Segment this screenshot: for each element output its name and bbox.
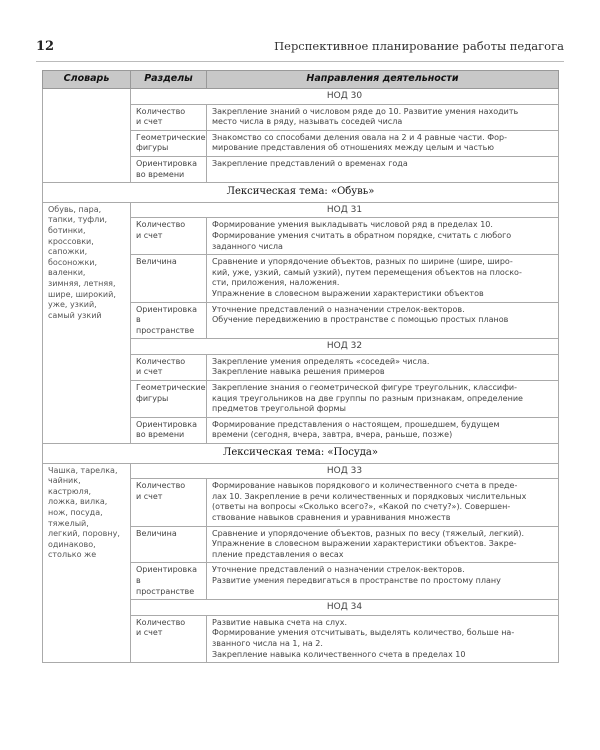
activity-cell <box>207 417 559 443</box>
activity-line: Развитие умения передвигаться в пространстве по простому плану <box>212 575 501 585</box>
activity-line: предметов треугольной формы <box>212 404 346 414</box>
activity-line: Закрепление навыка количественного счета в пределах 10 <box>212 649 466 659</box>
section-line: Величина <box>136 257 177 267</box>
running-title: Перспективное планирование работы педагога <box>274 39 564 53</box>
activity-line: Закрепление знания о геометрической фигуре треугольник, классифи- <box>212 383 518 393</box>
activity-line: кий, уже, узкий, самый узкий), путем перемещения объектов на плоско- <box>212 267 522 277</box>
activity-line: Формирование умения выкладывать числовой ряд в пределах 10. <box>212 220 493 230</box>
section-line: во времени <box>136 169 185 179</box>
table-row <box>43 444 559 464</box>
vocab-line: тапки, туфли, <box>48 215 107 225</box>
vocab-line: самый узкий <box>48 310 102 320</box>
activity-line: Сравнение и упорядочение объектов, разных по ширине (шире, широ- <box>212 257 513 267</box>
section-cell <box>131 479 207 526</box>
activity-line: Сравнение и упорядочение объектов, разных по весу (тяжелый, легкий). <box>212 528 524 538</box>
table-row <box>43 183 559 203</box>
activity-cell <box>207 302 559 339</box>
section-line: Ориентировка <box>136 565 198 575</box>
page-number: 12 <box>36 39 55 54</box>
nod-title: НОД 32 <box>131 339 559 355</box>
table-row <box>43 89 559 105</box>
activity-cell <box>207 479 559 526</box>
activity-cell <box>207 156 559 182</box>
section-line: Ориентировка <box>136 158 198 168</box>
activity-line: Формирование навыков порядкового и количественного счета в преде- <box>212 481 518 491</box>
column-header-vocabulary: Словарь <box>43 71 131 89</box>
section-cell <box>131 563 207 600</box>
section-cell <box>131 130 207 156</box>
vocab-line: босоножки, <box>48 257 98 267</box>
section-line: Ориентировка <box>136 304 198 314</box>
planning-table-container <box>42 70 558 663</box>
section-line: Количество <box>136 481 186 491</box>
activity-line: сти, приложения, наложения. <box>212 278 340 288</box>
column-header-activities: Направления деятельности <box>207 71 559 89</box>
vocab-line: уже, узкий, <box>48 300 97 310</box>
activity-cell <box>207 218 559 255</box>
section-line: и счет <box>136 367 163 377</box>
section-line: Количество <box>136 106 186 116</box>
activity-line: Закрепление навыка решения примеров <box>212 367 385 377</box>
section-line: Ориентировка <box>136 419 198 429</box>
section-line: Геометрические <box>136 132 206 142</box>
vocab-line: Чашка, тарелка, <box>48 465 118 475</box>
vocab-line: шире, широкий, <box>48 289 116 299</box>
activity-line: Формирование умения считать в обратном порядке, считать с любого <box>212 230 512 240</box>
activity-line: времени (сегодня, вчера, завтра, вчера, раньше, позже) <box>212 430 453 440</box>
vocab-line: ложка, вилка, <box>48 497 108 507</box>
section-cell <box>131 354 207 380</box>
section-line: Геометрические <box>136 383 206 393</box>
activity-line: званного числа на 1, на 2. <box>212 638 323 648</box>
section-cell <box>131 218 207 255</box>
section-cell <box>131 381 207 418</box>
vocab-line: столько же <box>48 550 97 560</box>
activity-cell <box>207 526 559 563</box>
vocab-line: кастрюля, <box>48 486 92 496</box>
activity-line: (ответы на вопросы «Сколько всего?», «Какой по счету?»). Совершен- <box>212 502 511 512</box>
section-line: Величина <box>136 528 177 538</box>
vocab-line: легкий, поровну, <box>48 529 120 539</box>
activity-line: Формирование представления о настоящем, прошедшем, будущем <box>212 419 500 429</box>
vocab-line: чайник, <box>48 476 81 486</box>
header-rule <box>36 61 564 62</box>
vocab-line: Обувь, пара, <box>48 204 102 214</box>
nod-title: НОД 33 <box>131 463 559 479</box>
activity-line: Упражнение в словесном выражении характеристики объектов <box>212 288 484 298</box>
section-line: фигуры <box>136 393 169 403</box>
vocab-line: ботинки, <box>48 225 86 235</box>
vocab-cell-empty <box>43 89 131 183</box>
section-line: в пространстве <box>136 575 195 596</box>
vocab-line: одинаково, <box>48 539 96 549</box>
activity-line: пление представления о весах <box>212 549 344 559</box>
activity-line: Обучение передвижению в пространстве с помощью простых планов <box>212 315 509 325</box>
vocab-line: тяжелый, <box>48 518 89 528</box>
vocab-line: валенки, <box>48 268 86 278</box>
nod-title: НОД 34 <box>131 600 559 616</box>
vocab-cell <box>43 463 131 663</box>
nod-title: НОД 31 <box>131 202 559 218</box>
table-header-row <box>43 71 559 89</box>
section-line: Количество <box>136 220 186 230</box>
section-line: и счет <box>136 628 163 638</box>
lexical-theme-title: Лексическая тема: «Обувь» <box>43 183 559 203</box>
vocab-line: сапожки, <box>48 247 88 257</box>
activity-cell <box>207 104 559 130</box>
section-line: в пространстве <box>136 315 195 335</box>
vocab-cell <box>43 202 131 443</box>
table-row <box>43 202 559 218</box>
section-cell <box>131 615 207 662</box>
vocab-line: зимняя, летняя, <box>48 278 116 288</box>
section-line: и счет <box>136 117 163 127</box>
section-line: во времени <box>136 430 185 440</box>
section-cell <box>131 255 207 302</box>
activity-line: лах 10. Закрепление в речи количественных и порядковых числительных <box>212 491 527 501</box>
activity-line: заданного числа <box>212 241 283 251</box>
activity-line: ствование навыков сравнения и уравнивания множеств <box>212 513 451 522</box>
activity-line: Закрепление умения определять «соседей» числа. <box>212 356 430 366</box>
activity-line: Формирование умения отсчитывать, выделять количество, больше на- <box>212 628 515 638</box>
section-cell <box>131 417 207 443</box>
section-line: и счет <box>136 230 163 240</box>
activity-line: кация треугольников на две группы по разным признакам, определение <box>212 393 523 403</box>
section-cell <box>131 302 207 339</box>
activity-line: Развитие навыка счета на слух. <box>212 617 348 627</box>
lexical-theme-title: Лексическая тема: «Посуда» <box>43 444 559 464</box>
section-cell <box>131 104 207 130</box>
section-line: Количество <box>136 356 186 366</box>
activity-cell <box>207 354 559 380</box>
section-cell <box>131 526 207 563</box>
nod-title: НОД 30 <box>131 89 559 105</box>
section-line: фигуры <box>136 143 169 153</box>
activity-line: мирование представления об отношениях между целым и частью <box>212 143 495 153</box>
activity-line: Уточнение представлений о назначении стрелок-векторов. <box>212 304 465 314</box>
vocab-line: нож, посуда, <box>48 508 103 517</box>
table-row <box>43 463 559 479</box>
activity-cell <box>207 615 559 662</box>
activity-line: Закрепление представлений о временах года <box>212 158 408 168</box>
activity-line: Упражнение в словесном выражении характеристики объектов. Закре- <box>212 539 517 549</box>
activity-line: Знакомство со способами деления овала на 2 и 4 равные части. Фор- <box>212 132 507 142</box>
activity-cell <box>207 381 559 418</box>
activity-cell <box>207 255 559 302</box>
activity-line: Закрепление знаний о числовом ряде до 10. Развитие умения находить <box>212 106 519 116</box>
activity-line: Уточнение представлений о назначении стрелок-векторов. <box>212 565 465 575</box>
planning-table <box>42 70 559 663</box>
activity-cell <box>207 130 559 156</box>
column-header-sections: Разделы <box>131 71 207 89</box>
activity-line: место числа в ряду, называть соседей числа <box>212 117 403 127</box>
vocab-line: кроссовки, <box>48 236 94 246</box>
section-cell <box>131 156 207 182</box>
activity-cell <box>207 563 559 600</box>
section-line: и счет <box>136 491 163 501</box>
section-line: Количество <box>136 617 186 627</box>
